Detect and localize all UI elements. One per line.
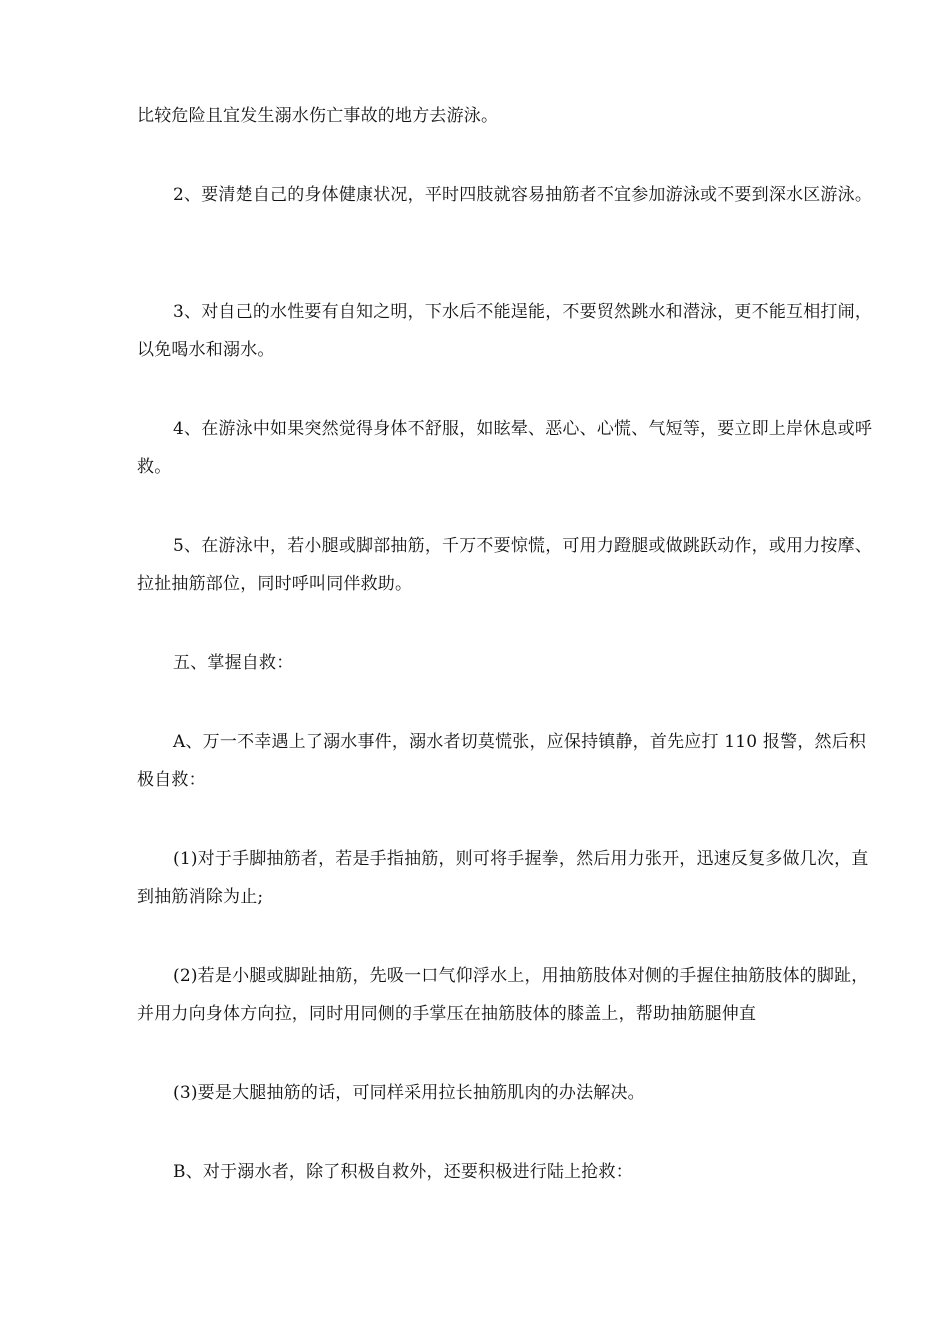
paragraph-item-a: A、万一不幸遇上了溺水事件，溺水者切莫慌张，应保持镇静，首先应打 110 报警，然后积极自救：	[137, 732, 867, 790]
paragraph-item-b: B、对于溺水者，除了积极自救外，还要积极进行陆上抢救：	[173, 1162, 633, 1182]
paragraph-subitem-3: (3)要是大腿抽筋的话，可同样采用拉长抽筋肌肉的办法解决。	[173, 1083, 645, 1103]
paragraph-item-4: 4、在游泳中如果突然觉得身体不舒服，如眩晕、恶心、心慌、气短等，要立即上岸休息或呼救。	[137, 419, 873, 477]
paragraph-item-2: 2、要清楚自己的身体健康状况，平时四肢就容易抽筋者不宜参加游泳或不要到深水区游泳。	[173, 185, 873, 205]
paragraph-item-3: 3、对自己的水性要有自知之明，下水后不能逞能，不要贸然跳水和潜泳，更不能互相打闹，以免喝水和溺水。	[137, 302, 873, 360]
paragraph-item-5: 5、在游泳中，若小腿或脚部抽筋，千万不要惊慌，可用力蹬腿或做跳跃动作，或用力按摩、拉扯抽筋部位，同时呼叫同伴救助。	[137, 536, 873, 594]
section-heading-self-rescue: 五、掌握自救：	[173, 653, 294, 673]
paragraph-subitem-1: (1)对于手脚抽筋者，若是手指抽筋，则可将手握拳，然后用力张开，迅速反复多做几次，直到抽筋消除为止;	[137, 849, 869, 907]
paragraph-continuation: 比较危险且宜发生溺水伤亡事故的地方去游泳。	[137, 106, 499, 126]
paragraph-subitem-2: (2)若是小腿或脚趾抽筋，先吸一口气仰浮水上，用抽筋肢体对侧的手握住抽筋肢体的脚趾，并用力向身体方向拉，同时用同侧的手掌压在抽筋肢体的膝盖上，帮助抽筋腿伸直	[137, 966, 869, 1024]
